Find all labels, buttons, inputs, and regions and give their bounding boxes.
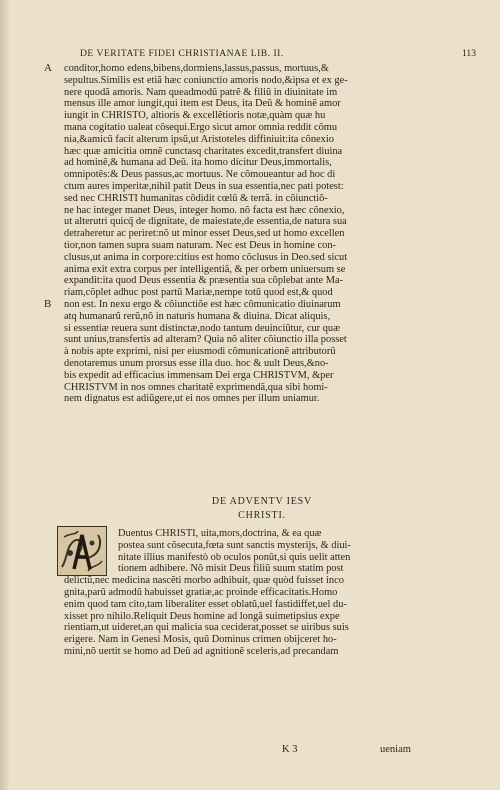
text-line xyxy=(54,563,480,575)
line-text: denotaremus unum prorsus esse illa duo. hoc & uult Deus,&no- xyxy=(64,357,329,369)
paragraph-1 xyxy=(44,62,480,405)
line-text: tior,non tamen supra suam naturam. Nec est Deus in homine con- xyxy=(64,239,336,251)
line-text: ut alterutri quicq̃ de dignitate, de maiestate,de essentia,de natura sua xyxy=(64,216,347,228)
text-line xyxy=(54,552,480,564)
line-text: mana cogitatio ualeat cõsequi.Ergo sicut amor omnia reddit cõmu xyxy=(64,121,338,133)
text-line xyxy=(54,382,480,394)
text-line xyxy=(54,646,480,658)
text-line xyxy=(54,181,480,193)
text-line xyxy=(54,634,480,646)
text-line xyxy=(54,587,480,599)
text-line xyxy=(54,110,480,122)
initial-letter: A xyxy=(60,572,62,574)
line-text: riam,cõplet adhuc post partũ Mariæ,nempe totũ quod est,& quod xyxy=(64,287,333,299)
text-line xyxy=(54,528,480,540)
line-text: nitate illius manifestò ob oculos ponũt,si quis uelit atten xyxy=(118,551,351,563)
line-text: detraheretur ac periret:nõ ut minor esset Deus,sed ut homo excellen xyxy=(64,228,345,240)
line-text: xisset pro nihilo.Reliquit Deus homine ad longã suimetipsius expe xyxy=(64,610,340,622)
section-heading: DE ADVENTV IESV xyxy=(211,496,313,507)
text-line xyxy=(54,169,480,181)
line-text: iungit in CHRISTO, altioris & excellẽtioris notæ,quàm quæ hu xyxy=(64,110,326,122)
text-line xyxy=(54,87,480,99)
line-text: non est. In nexu ergo & cõiunctiõe est hæc cõmunicatio diuinarum xyxy=(64,298,341,310)
text-line xyxy=(54,122,480,134)
line-text: ad hominẽ,& humana ad Deũ. ita homo dicitur Deus,immortalis, xyxy=(64,157,332,169)
text-line xyxy=(54,622,480,634)
text-line xyxy=(54,205,480,217)
line-text: CHRISTVM in nos omnes charitatẽ exprimendã,qua sibi homi- xyxy=(64,381,328,393)
text-line xyxy=(54,157,480,169)
line-text: hæc quæ amicitia omnẽ cunctasq charitates excedit,transfert diuina xyxy=(64,145,343,157)
line-text: ctum aures imperitæ,nihil patit Deus in sua essentia,nec pati potest: xyxy=(64,180,344,192)
text-line xyxy=(54,216,480,228)
line-text: expandit:ita quod Deus essentia & præsentia sua cõplebat ante Ma- xyxy=(64,275,344,287)
signature-mark: K 3 xyxy=(282,744,298,755)
margin-marker: B xyxy=(44,297,52,310)
section-heading-continued: CHRISTI. xyxy=(238,510,286,521)
line-text: delictũ,nec medicina nascẽti morbo adhibuit, quæ quòd fuisset inco xyxy=(64,575,344,587)
folio-number: 113 xyxy=(461,48,476,59)
running-head: DE VERITATE FIDEI CHRISTIANAE LIB. II. xyxy=(80,48,284,59)
text-line xyxy=(54,575,480,587)
text-line xyxy=(54,323,480,335)
text-line xyxy=(54,193,480,205)
margin-marker: A xyxy=(44,62,52,74)
line-text: erigere. Nam in Genesi Mosis, quũ Dominus crimen obijceret ho- xyxy=(64,634,337,646)
line-text: Duentus CHRISTI, uita,mors,doctrina, & ea quæ xyxy=(118,528,322,539)
text-line xyxy=(54,275,480,287)
text-line xyxy=(54,252,480,264)
text-line xyxy=(54,287,480,299)
text-line xyxy=(54,611,480,623)
line-text: omnipotẽs:& Deus passus,ac mortuus. Ne cõmoueantur ad hoc di xyxy=(64,169,336,181)
line-text: si essentiæ reuera sunt distinctæ,nodo tantum deuinciũtur, cur quæ xyxy=(64,322,341,334)
line-text: sepultus.Similis est etiã hæc coniunctio amoris nodo,&ipsa et ex ge- xyxy=(64,74,348,86)
text-line xyxy=(54,393,480,405)
paragraph-2 xyxy=(54,528,480,658)
line-text: nia,&amicũ facit alterum ipsũ,ut Aristoteles diffiniuit:ita cõnexio xyxy=(64,133,334,145)
text-line xyxy=(54,599,480,611)
line-text: atq humanarũ rerũ,nõ in naturis humana & diuina. Dicat aliquis, xyxy=(64,310,331,322)
line-text: gnita,parũ admodũ habuisset gratiæ,ac proinde efficacitatis.Homo xyxy=(64,586,338,598)
line-text: nere quodã amoris. Nam queadmodũ patrẽ & filiũ in diuinitate im xyxy=(64,86,338,98)
text-line xyxy=(54,264,480,276)
catchword: ueniam xyxy=(380,744,411,755)
line-text: mensus ille amor iungit,qui item est Deus, ita Deũ & hominẽ amor xyxy=(64,98,341,110)
text-line xyxy=(54,228,480,240)
text-line xyxy=(54,134,480,146)
text-line xyxy=(44,297,480,311)
line-text: mini,nõ uertit se homo ad Deũ ad agnitionẽ sceleris,ad precandam xyxy=(64,645,339,657)
line-text: enim quod tam cito,tam liberaliter esset oblatũ,uel fastidiffet,uel du- xyxy=(64,598,347,610)
line-text: anima exit extra corpus per intelligentiã, & per orbem uniuersum se xyxy=(64,263,346,275)
text-line xyxy=(54,240,480,252)
line-text: à nobis apte exprimi, nisi per eiusmodi cõmunicationẽ attributorũ xyxy=(64,346,336,358)
line-text: bis expedit ad efficacius immensam Dei erga CHRISTVM, &per xyxy=(64,369,334,381)
line-text: postea sunt cõsecuta,fœta sunt sanctis mysterijs, & diui- xyxy=(118,539,351,551)
text-line xyxy=(54,540,480,552)
text-line xyxy=(54,346,480,358)
text-line xyxy=(54,98,480,110)
text-line xyxy=(54,75,480,87)
text-line xyxy=(44,62,480,75)
line-text: sed nec CHRISTI humanitas cõdidit cœlũ & terrã. in cõiunctiõ- xyxy=(64,192,328,204)
text-line xyxy=(54,146,480,158)
line-text: tionem adhibere. Nõ misit Deus filiũ suum statim post xyxy=(118,563,344,575)
line-text: nem dignatus est adiũgere,ut ei nos omnes per illum uniamur. xyxy=(64,393,320,405)
text-line xyxy=(54,370,480,382)
line-text: conditor,homo edens,bibens,dormiens,lassus,passus, mortuus,& xyxy=(64,63,329,74)
line-text: rientiam,ut uideret,an qui malicia sua ceciderat,posset se uiribus suis xyxy=(64,622,349,634)
line-text: ne hac integer manet Deus, integer homo. nõ facta est hæc cõnexio, xyxy=(64,204,345,216)
line-text: sunt unius,transfertis ad alteram? Quia nõ aliter cõiunctio illa posset xyxy=(64,334,347,346)
text-line xyxy=(54,358,480,370)
text-line xyxy=(54,311,480,323)
line-text: clusus,ut anima in corpore:citius est homo cõclusus in Deo.sed sicut xyxy=(64,251,348,263)
text-line xyxy=(54,334,480,346)
